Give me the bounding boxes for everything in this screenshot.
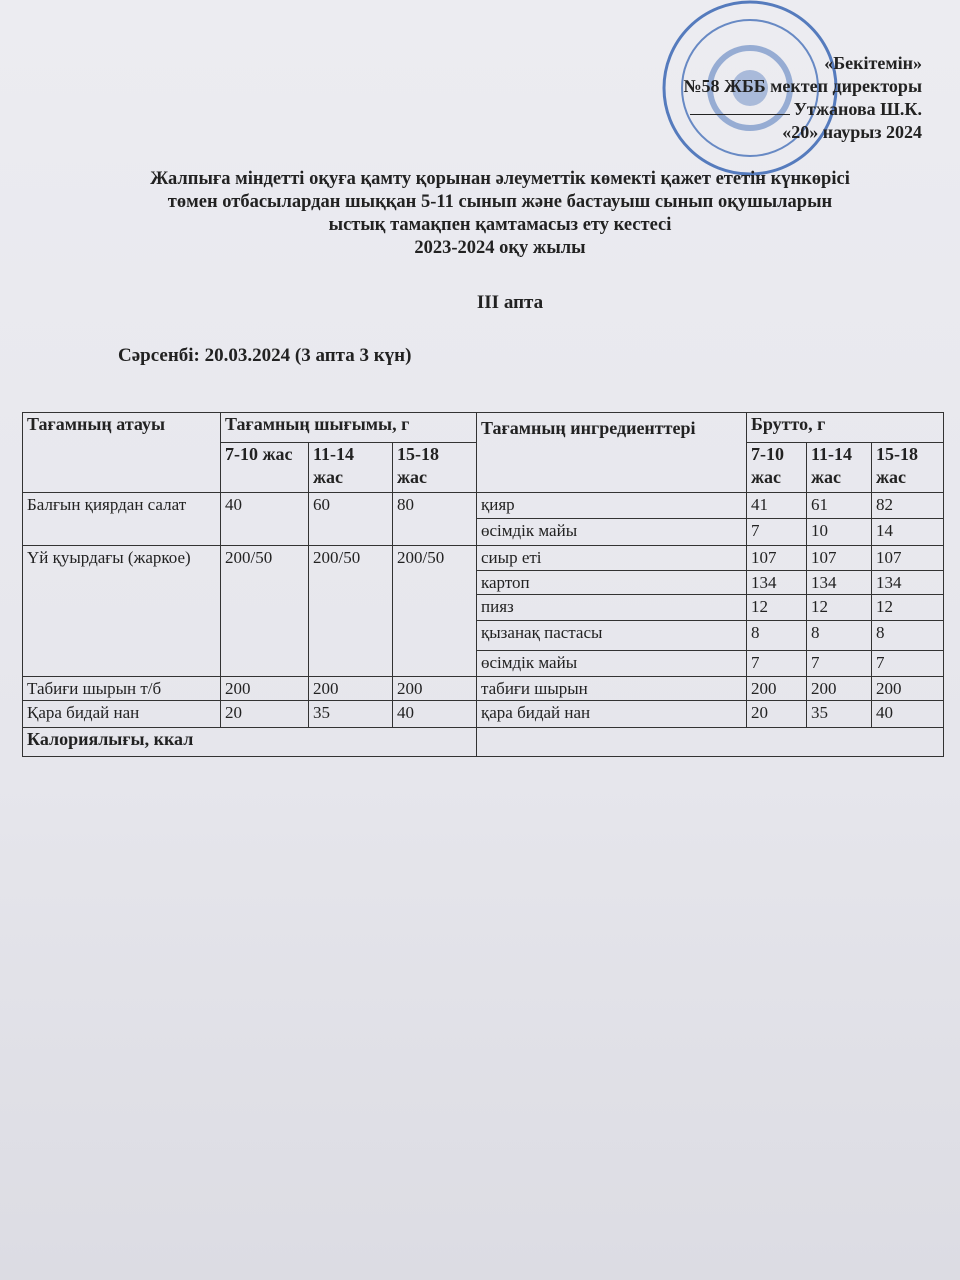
ingredient-brutto: 107 — [747, 546, 807, 571]
dish-output: 40 — [221, 493, 309, 546]
title-line: төмен отбасылардан шыққан 5-11 сынып және бастауыш сынып оқушыларын — [167, 192, 833, 212]
title-line: Жалпыға міндетті оқуға қамту қорынан әлеуметтік көмекті қажет ететін күнкөрісі — [150, 169, 850, 189]
ingredient-brutto: 200 — [807, 677, 872, 701]
week-label: ІІІ апта — [476, 292, 544, 313]
ingredient-brutto: 134 — [807, 571, 872, 595]
ingredient-name: картоп — [477, 571, 747, 595]
dish-output: 60 — [309, 493, 393, 546]
ingredient-brutto: 61 — [807, 493, 872, 519]
calories-row — [23, 728, 944, 757]
dish-name: Үй қуырдағы (жаркое) — [23, 546, 221, 677]
ingredient-brutto: 20 — [747, 701, 807, 728]
dish-output: 200 — [221, 677, 309, 701]
ingredient-brutto: 8 — [807, 621, 872, 651]
dish-output: 20 — [221, 701, 309, 728]
calories-label: Калориялығы, ккал — [23, 728, 477, 757]
ingredient-brutto: 134 — [872, 571, 944, 595]
header-output: Тағамның шығымы, г — [221, 413, 477, 443]
ingredient-brutto: 7 — [747, 519, 807, 546]
ingredient-brutto: 40 — [872, 701, 944, 728]
dish-output: 200/50 — [309, 546, 393, 677]
ingredient-brutto: 8 — [747, 621, 807, 651]
header-brutto: Брутто, г — [747, 413, 944, 443]
dish-output: 35 — [309, 701, 393, 728]
dish-output: 200 — [309, 677, 393, 701]
ingredient-brutto: 200 — [872, 677, 944, 701]
header-age: 11-14 жас — [807, 443, 872, 493]
ingredient-brutto: 12 — [872, 595, 944, 621]
menu-table — [22, 412, 944, 757]
ingredient-name: пияз — [477, 595, 747, 621]
ingredient-brutto: 107 — [807, 546, 872, 571]
ingredient-name: сиыр еті — [477, 546, 747, 571]
calories-value — [477, 728, 944, 757]
ingredient-brutto: 7 — [807, 651, 872, 677]
ingredient-brutto: 12 — [747, 595, 807, 621]
table-row — [23, 546, 944, 571]
ingredient-brutto: 10 — [807, 519, 872, 546]
ingredient-brutto: 7 — [872, 651, 944, 677]
header-dish: Тағамның атауы — [23, 413, 221, 493]
dish-output: 200/50 — [221, 546, 309, 677]
ingredient-name: өсімдік майы — [477, 519, 747, 546]
title-line: ыстық тамақпен қамтамасыз ету кестесі — [328, 215, 672, 235]
ingredient-brutto: 8 — [872, 621, 944, 651]
approval-signatory — [683, 98, 922, 121]
header-age: 15-18 жас — [872, 443, 944, 493]
ingredient-brutto: 200 — [747, 677, 807, 701]
day-label: Сәрсенбі: 20.03.2024 (3 апта 3 күн) — [118, 345, 412, 366]
dish-name: Қара бидай нан — [23, 701, 221, 728]
table-row — [23, 701, 944, 728]
approval-position: №58 ЖББ мектеп директоры — [683, 76, 922, 96]
header-age: 11-14 жас — [309, 443, 393, 493]
ingredient-brutto: 35 — [807, 701, 872, 728]
table-row — [23, 493, 944, 519]
dish-output: 200 — [393, 677, 477, 701]
academic-year: 2023-2024 оқу жылы — [414, 238, 586, 258]
header-age: 7-10 жас — [747, 443, 807, 493]
ingredient-brutto: 7 — [747, 651, 807, 677]
header-age: 15-18 жас — [393, 443, 477, 493]
dish-output: 200/50 — [393, 546, 477, 677]
ingredient-brutto: 41 — [747, 493, 807, 519]
table-row — [23, 677, 944, 701]
approval-date: «20» наурыз 2024 — [782, 122, 922, 142]
signature-line — [690, 114, 790, 115]
ingredient-brutto: 14 — [872, 519, 944, 546]
ingredient-name: қызанақ пастасы — [477, 621, 747, 651]
ingredient-brutto: 107 — [872, 546, 944, 571]
dish-name: Табиғи шырын т/б — [23, 677, 221, 701]
ingredient-brutto: 12 — [807, 595, 872, 621]
ingredient-brutto: 134 — [747, 571, 807, 595]
signatory-name: Утжанова Ш.К. — [793, 99, 922, 119]
document-title — [60, 168, 940, 260]
approval-heading: «Бекітемін» — [824, 53, 922, 73]
ingredient-brutto: 82 — [872, 493, 944, 519]
dish-output: 80 — [393, 493, 477, 546]
approval-block — [683, 52, 922, 144]
ingredient-name: қияр — [477, 493, 747, 519]
ingredient-name: қара бидай нан — [477, 701, 747, 728]
ingredient-name: табиғи шырын — [477, 677, 747, 701]
ingredient-name: өсімдік майы — [477, 651, 747, 677]
dish-name: Балғын қиярдан салат — [23, 493, 221, 546]
header-age: 7-10 жас — [221, 443, 309, 493]
header-ingredients: Тағамның ингредиенттері — [477, 413, 747, 493]
dish-output: 40 — [393, 701, 477, 728]
